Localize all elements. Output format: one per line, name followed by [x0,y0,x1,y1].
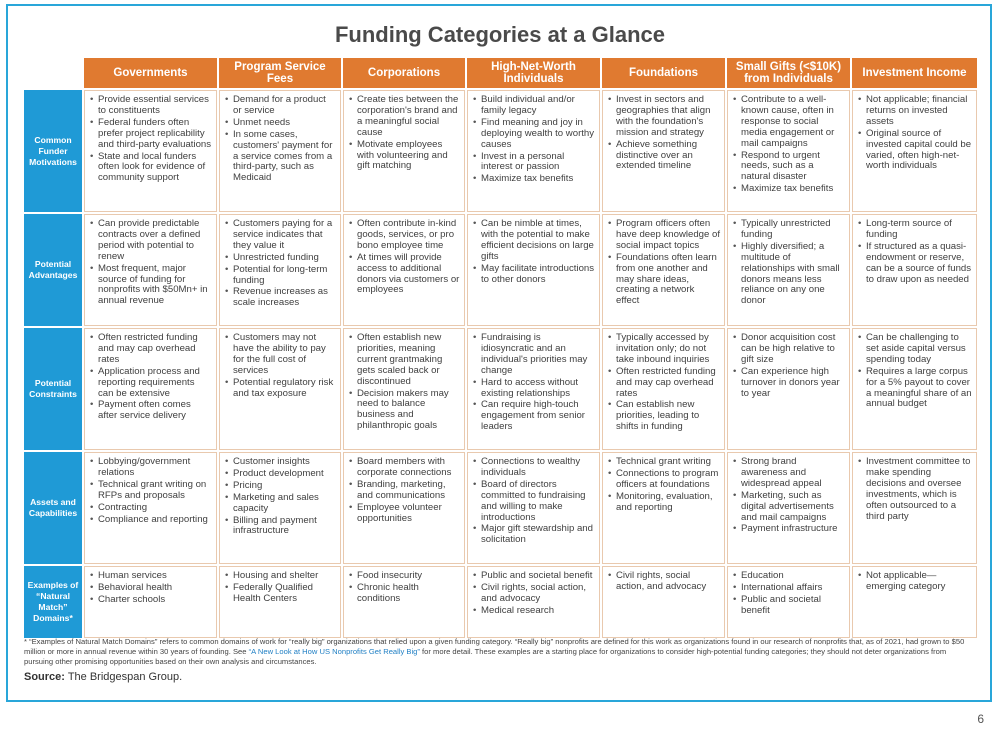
bullet-item: • Contracting [89,503,212,514]
table-cell [467,90,600,212]
bullet-list [607,333,720,433]
bullet-item: • Human services [89,571,212,582]
bullet-item: • Achieve something distinctive over an extended timeline [607,140,720,173]
bullet-item: • Invest in a personal interest or passion [472,152,595,174]
bullet-item: • Contribute to a well-known cause, often in response to social media engagement or mail campaigns [732,95,845,150]
bullet-item: • Employee volunteer opportunities [348,503,460,525]
bullet-item: • In some cases, customers' payment for a service comes from a third-party, such as Medicaid [224,130,336,185]
bullet-item: • Often restricted funding and may cap overhead rates [89,333,212,366]
bullet-item: • Can provide predictable contracts over a defined period with potential to renew [89,219,212,263]
bullet-list [472,219,595,285]
bullet-item: • Maximize tax benefits [732,184,845,195]
bullet-item: • Not applicable; financial returns on invested assets [857,95,972,128]
bullet-list [857,333,972,410]
bullet-item: • Major gift stewardship and solicitation [472,524,595,546]
page-title: Funding Categories at a Glance [334,22,666,47]
table-cell [852,328,977,450]
bullet-list [732,333,845,399]
bullet-list [89,457,212,525]
page-number: 6 [977,712,984,726]
bullet-list [732,571,845,617]
bullet-item: • Pricing [224,481,336,492]
table-cell [602,452,725,564]
bullet-list [857,571,972,593]
bullet-item: • If structured as a quasi-endowment or reserve, can be a source of funds to draw upon as needed [857,242,972,286]
bullet-item: • Product development [224,469,336,480]
column-header: Foundations [602,58,725,88]
bullet-item: • Find meaning and joy in deploying wealth to worthy causes [472,118,595,151]
bullet-list [348,333,460,432]
footnote [24,637,974,667]
table-cell [343,90,465,212]
table-cell [343,452,465,564]
bullet-item: • Potential regulatory risk and tax exposure [224,378,336,400]
bullet-item: • Invest in sectors and geographies that align with the foundation's mission and strategy [607,95,720,139]
bullet-list [472,333,595,433]
bullet-item: • Highly diversified; a multitude of relationships with small donors means less reliance on any one donor [732,242,845,307]
source-line [24,671,182,683]
column-header: Program Service Fees [219,58,341,88]
footnote-text-start: * “Examples of Natural Match Domains” refers to common domains of work for “really big” organizations that relied upon a given funding category. “Really big” nonprofits are defined for this work as organizations found in our research of nonprofits that, as of 2021, had grown to $50 million or more in annual revenue within 30 years of founding. See [24,637,965,656]
bullet-list [857,219,972,285]
bullet-item: • Payment infrastructure [732,524,845,535]
bullet-item: • Customer insights [224,457,336,468]
bullet-item: • Civil rights, social action, and advocacy [607,571,720,593]
bullet-item: • Fundraising is idiosyncratic and an individual's priorities may change [472,333,595,377]
bullet-item: • Program officers often have deep knowledge of social impact topics [607,219,720,252]
bullet-item: • Typically unrestricted funding [732,219,845,241]
bullet-item: • At times will provide access to additional donors via customers or employees [348,253,460,297]
bullet-list [607,219,720,307]
bullet-list [472,571,595,617]
bullet-item: • Customers may not have the ability to pay for the full cost of services [224,333,336,377]
bullet-item: • Marketing, such as digital advertisements and mail campaigns [732,491,845,524]
bullet-item: • Public and societal benefit [732,595,845,617]
table-cell [219,90,341,212]
bullet-list [89,95,212,184]
column-header: High-Net-Worth Individuals [467,58,600,88]
bullet-list [607,95,720,172]
bullet-item: • Decision makers may need to balance business and philanthropic goals [348,389,460,433]
table-cell [84,328,217,450]
row-header: Potential Advantages [24,214,82,326]
table-cell [343,566,465,638]
bullet-item: • Behavioral health [89,583,212,594]
bullet-item: • Typically accessed by invitation only; do not take inbound inquiries [607,333,720,366]
bullet-item: • Billing and payment infrastructure [224,516,336,538]
table-cell [602,214,725,326]
bullet-item: • Marketing and sales capacity [224,493,336,515]
bullet-list [224,95,336,184]
bullet-list [348,95,460,172]
bullet-item: • Revenue increases as scale increases [224,287,336,309]
bullet-list [224,571,336,605]
bullet-item: • Often contribute in-kind goods, services, or pro bono employee time [348,219,460,252]
bullet-item: • Application process and reporting requirements can be extensive [89,367,212,400]
bullet-item: • Payment often comes after service delivery [89,400,212,422]
bullet-item: • Can be nimble at times, with the potential to make efficient decisions on large gifts [472,219,595,263]
row-header: Common Funder Motivations [24,90,82,212]
table-corner [24,58,82,88]
bullet-item: • Requires a large corpus for a 5% payout to cover a meaningful share of an annual budget [857,367,972,411]
bullet-list [472,457,595,546]
bullet-item: • Can establish new priorities, leading to shifts in funding [607,400,720,433]
table-cell [852,452,977,564]
bullet-item: • Respond to urgent needs, such as a natural disaster [732,151,845,184]
bullet-item: • Can require high-touch engagement from senior leaders [472,400,595,433]
table-cell [219,452,341,564]
table-cell [84,90,217,212]
bullet-list [89,219,212,307]
bullet-list [348,219,460,296]
bullet-item: • Unrestricted funding [224,253,336,264]
bullet-item: • Investment committee to make spending decisions and oversee investments, which is often outsourced to a third party [857,457,972,522]
column-header: Governments [84,58,217,88]
bullet-list [224,457,336,537]
bullet-item: • Customers paying for a service indicates that they value it [224,219,336,252]
bullet-item: • Connections to program officers at foundations [607,469,720,491]
bullet-list [857,95,972,172]
bullet-item: • Board members with corporate connections [348,457,460,479]
bullet-item: • Food insecurity [348,571,460,582]
bullet-item: • Foundations often learn from one another and may share ideas, creating a network effect [607,253,720,308]
source-text: The Bridgespan Group. [67,671,183,683]
table-cell [467,566,600,638]
bullet-item: • Federally Qualified Health Centers [224,583,336,605]
column-header: Small Gifts (<$10K) from Individuals [727,58,850,88]
bullet-list [732,219,845,307]
source-label: Source: [24,671,65,683]
bullet-item: • Donor acquisition cost can be high relative to gift size [732,333,845,366]
bullet-item: • Not applicable—emerging category [857,571,972,593]
row-header: Examples of “Natural Match” Domains* [24,566,82,638]
bullet-list [857,457,972,522]
column-header: Corporations [343,58,465,88]
table-cell [727,328,850,450]
funding-table [24,58,977,638]
footnote-text-end: for more detail. These examples are a starting place for organizations to consider high-potential funding categories; they should not deter organizations from pursuing other promising opportunities based on their own analysis and circumstances. [24,647,947,666]
bullet-item: • State and local funders often look for evidence of community support [89,152,212,185]
bullet-item: • Motivate employees with volunteering and gift matching [348,140,460,173]
bullet-list [89,333,212,422]
bullet-item: • Education [732,571,845,582]
bullet-list [348,457,460,524]
bullet-item: • May facilitate introductions to other donors [472,264,595,286]
bullet-item: • Branding, marketing, and communications [348,480,460,502]
bullet-list [348,571,460,605]
table-cell [727,90,850,212]
bullet-item: • Original source of invested capital could be varied, often high-net-worth individuals [857,129,972,173]
bullet-item: • Often restricted funding and may cap overhead rates [607,367,720,400]
bullet-item: • International affairs [732,583,845,594]
table-cell [727,452,850,564]
bullet-item: • Chronic health conditions [348,583,460,605]
bullet-item: • Lobbying/government relations [89,457,212,479]
table-cell [852,90,977,212]
table-cell [727,566,850,638]
bullet-item: • Create ties between the corporation's brand and a meaningful social cause [348,95,460,139]
table-cell [602,328,725,450]
bullet-item: • Public and societal benefit [472,571,595,582]
bullet-item: • Technical grant writing on RFPs and proposals [89,480,212,502]
table-cell [219,566,341,638]
bullet-item: • Provide essential services to constituents [89,95,212,117]
bullet-item: • Unmet needs [224,118,336,129]
bullet-item: • Housing and shelter [224,571,336,582]
bullet-item: • Potential for long-term funding [224,265,336,287]
table-cell [852,566,977,638]
bullet-list [472,95,595,185]
bullet-list [224,219,336,309]
bullet-list [732,457,845,535]
bullet-list [607,457,720,514]
column-header: Investment Income [852,58,977,88]
bullet-item: • Long-term source of funding [857,219,972,241]
table-cell [343,328,465,450]
bullet-item: • Medical research [472,606,595,617]
row-header: Assets and Capabilities [24,452,82,564]
table-cell [467,452,600,564]
table-cell [84,452,217,564]
bullet-item: • Maximize tax benefits [472,174,595,185]
bullet-item: • Build individual and/or family legacy [472,95,595,117]
table-cell [852,214,977,326]
bullet-item: • Demand for a product or service [224,95,336,117]
bullet-list [89,571,212,606]
bullet-item: • Can experience high turnover in donors year to year [732,367,845,400]
row-header: Potential Constraints [24,328,82,450]
bullet-item: • Most frequent, major source of funding for nonprofits with $50Mn+ in annual revenue [89,264,212,308]
bullet-item: • Compliance and reporting [89,515,212,526]
bullet-item: • Often establish new priorities, meaning current grantmaking gets scaled back or discontinued [348,333,460,388]
table-cell [219,214,341,326]
bullet-item: • Monitoring, evaluation, and reporting [607,492,720,514]
table-cell [343,214,465,326]
table-cell [84,214,217,326]
bullet-item: • Hard to access without existing relationships [472,378,595,400]
bullet-item: • Strong brand awareness and widespread appeal [732,457,845,490]
table-cell [727,214,850,326]
table-cell [467,214,600,326]
bullet-item: • Technical grant writing [607,457,720,468]
bullet-item: • Federal funders often prefer project replicability and third-party evaluations [89,118,212,151]
bullet-list [732,95,845,195]
table-cell [602,566,725,638]
table-cell [84,566,217,638]
footnote-report-link[interactable]: “A New Look at How US Nonprofits Get Really Big” [248,647,420,656]
bullet-item: • Civil rights, social action, and advocacy [472,583,595,605]
bullet-item: • Board of directors committed to fundraising and willing to make introductions [472,480,595,524]
bullet-item: • Can be challenging to set aside capital versus spending today [857,333,972,366]
table-cell [219,328,341,450]
bullet-item: • Connections to wealthy individuals [472,457,595,479]
bullet-list [607,571,720,593]
table-cell [602,90,725,212]
bullet-list [224,333,336,399]
table-cell [467,328,600,450]
bullet-item: • Charter schools [89,595,212,606]
